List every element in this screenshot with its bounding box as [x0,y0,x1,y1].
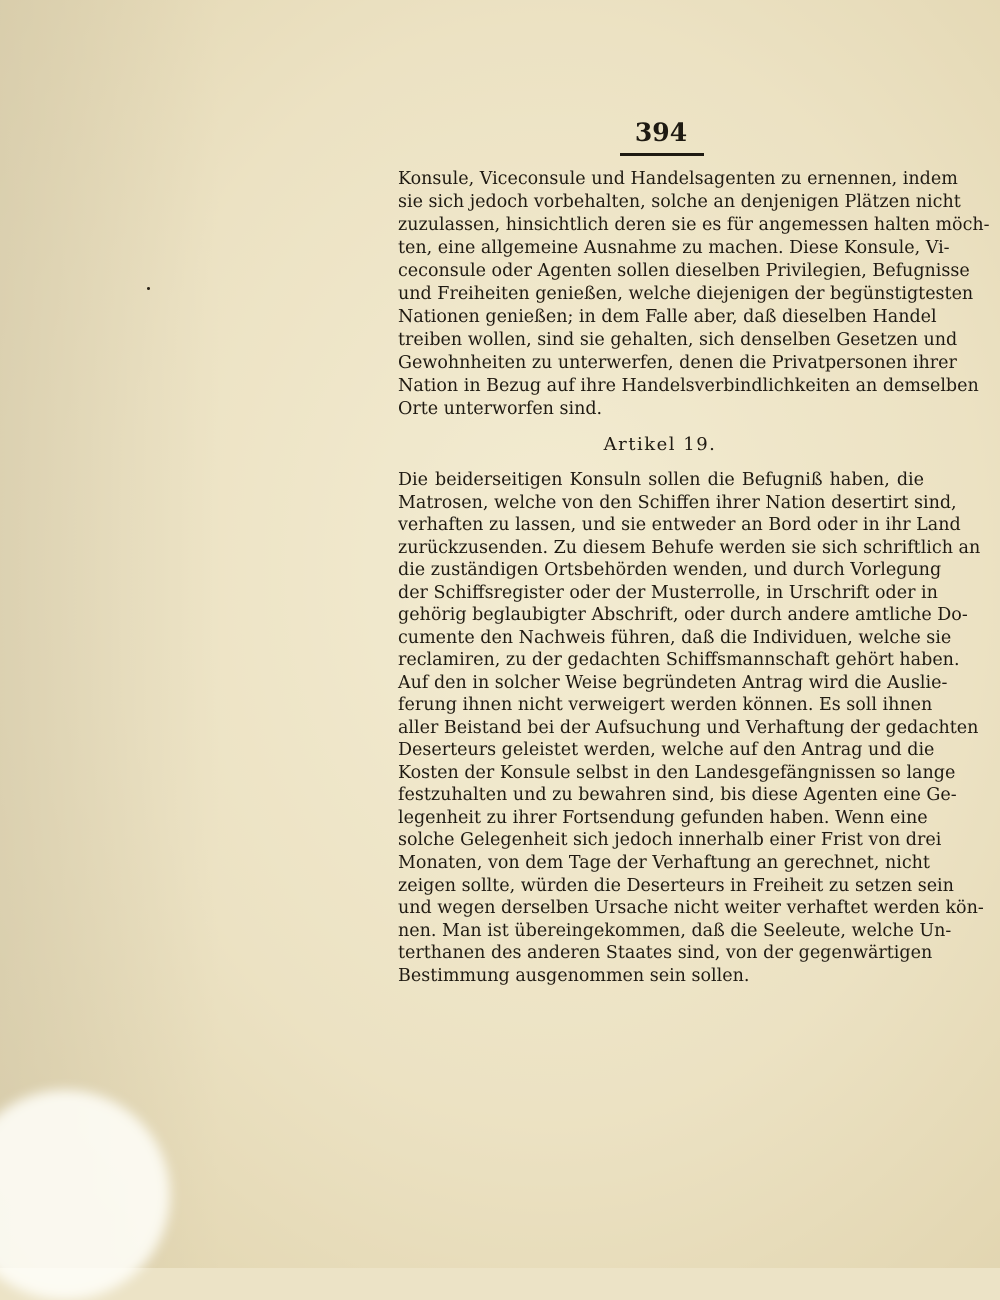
text-line: Die beiderseitigen Konsuln sollen die Befugniß haben, die [398,470,924,490]
text-line: Konsule, Viceconsule und Handelsagenten zu ernennen, indem [398,169,958,189]
text-line: zurückzusenden. Zu diesem Behufe werden sie sich schriftlich an [398,537,981,558]
text-line: zuzulassen, hinsichtlich deren sie es für angemessen halten möch- [398,215,990,235]
text-line: Bestimmung ausgenommen sein sollen. [398,965,750,986]
text-line: solche Gelegenheit sich jedoch innerhalb einer Frist von drei [398,830,942,851]
text-line: und Freiheiten genießen, welche diejenigen der begünstigtesten [398,284,974,304]
ink-speck [147,287,150,290]
text-line: die zuständigen Ortsbehörden wenden, und durch Vorlegung [398,560,942,581]
text-line: aller Beistand bei der Aufsuchung und Verhaftung der gedachten [398,717,979,738]
text-line: treiben wollen, sind sie gehalten, sich denselben Gesetzen und [398,330,958,350]
text-line: Nation in Bezug auf ihre Handelsverbindlichkeiten an demselben [398,376,979,396]
text-line: Matrosen, welche von den Schiffen ihrer Nation desertirt sind, [398,492,957,513]
page-shading [0,0,220,1268]
text-line: ferung ihnen nicht verweigert werden können. Es soll ihnen [398,695,933,716]
text-line: cumente den Nachweis führen, daß die Individuen, welche sie [398,627,952,648]
text-line: Nationen genießen; in dem Falle aber, daß dieselben Handel [398,307,937,327]
text-line: terthanen des anderen Staates sind, von der gegenwärtigen [398,943,933,964]
text-line: nen. Man ist übereingekommen, daß die Seeleute, welche Un- [398,920,952,941]
page-number-rule [620,153,704,156]
text-line: Kosten der Konsule selbst in den Landesgefängnissen so lange [398,762,956,783]
text-line: sie sich jedoch vorbehalten, solche an denjenigen Plätzen nicht [398,192,961,212]
text-line: verhaften zu lassen, und sie entweder an Bord oder in ihr Land [398,515,961,536]
text-line: legenheit zu ihrer Fortsendung gefunden haben. Wenn eine [398,807,928,828]
text-line: reclamiren, zu der gedachten Schiffsmannschaft gehört haben. [398,650,960,671]
text-line: Deserteurs geleistet werden, welche auf den Antrag und die [398,740,935,761]
text-line: Gewohnheiten zu unterwerfen, denen die Privatpersonen ihrer [398,353,957,373]
text-line: Auf den in solcher Weise begründeten Antrag wird die Auslie- [398,672,948,693]
text-line: festzuhalten und zu bewahren sind, bis diese Agenten eine Ge- [398,785,957,806]
text-line: und wegen derselben Ursache nicht weiter verhaftet werden kön- [398,898,984,919]
text-line: gehörig beglaubigter Abschrift, oder durch andere amtliche Do- [398,605,968,626]
article-heading: Artikel 19. [603,434,717,455]
page-number: 394 [634,118,688,147]
text-line: ten, eine allgemeine Ausnahme zu machen. Diese Konsule, Vi- [398,238,950,258]
text-line: Orte unterworfen sind. [398,399,603,419]
text-line: zeigen sollte, würden die Deserteurs in Freiheit zu setzen sein [398,875,954,896]
text-line: Monaten, von dem Tage der Verhaftung an gerechnet, nicht [398,853,930,873]
text-line: ceconsule oder Agenten sollen dieselben Privilegien, Befugnisse [398,261,970,281]
text-line: der Schiffsregister oder der Musterrolle, in Urschrift oder in [398,582,938,603]
